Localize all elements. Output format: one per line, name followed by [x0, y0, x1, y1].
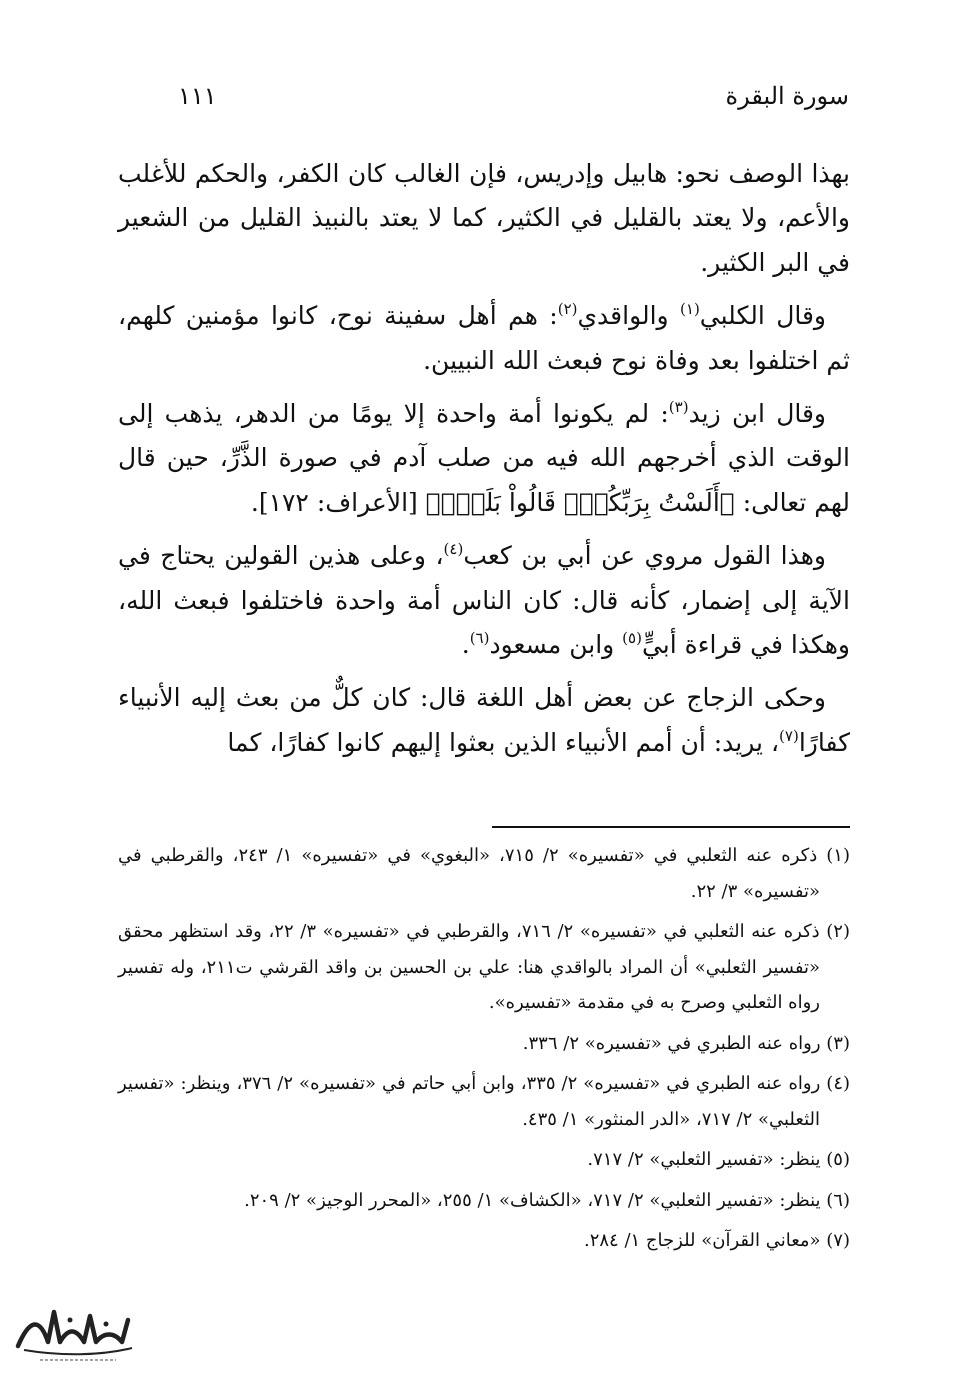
footnote-ref-6[interactable]: (٦): [469, 629, 490, 648]
footnote-ref-2[interactable]: (٢): [557, 300, 578, 319]
footnote-ref-1[interactable]: (١): [680, 300, 700, 319]
text-run: : هم أهل سفينة نوح، كانوا مؤمنين كلهم، ثم اختلفوا بعد وفاة نوح فبعث الله النبيين.: [118, 301, 850, 375]
surah-title: سورة البقرة: [725, 82, 849, 110]
footnotes: [118, 838, 850, 1264]
page-header: [118, 82, 857, 122]
text-run: وهذا القول مروي عن أبي بن كعب: [463, 541, 827, 571]
footnote-7: (٧) «معاني القرآن» للزجاج ١/ ٢٨٤.: [583, 1230, 850, 1251]
text-run: ، يريد: أن أمم الأنبياء الذين بعثوا إليهم كانوا كفارًا، كما: [227, 727, 780, 757]
text-run: والواقدي: [577, 301, 681, 331]
footnote-4: (٤) رواه عنه الطبري في «تفسيره» ٢/ ٣٣٥، وابن أبي حاتم في «تفسيره» ٢/ ٣٧٦، وينظر: «تفسير الثعلبي» ٢/ ٧١٧، «الدر المنثور» ١/ ٤٣٥.: [118, 1073, 851, 1130]
page-number: ١١١: [178, 82, 217, 110]
footnote-6: (٦) ينظر: «تفسير الثعلبي» ٢/ ٧١٧، «الكشاف» ١/ ٢٥٥، «المحرر الوجيز» ٢/ ٢٠٩.: [244, 1189, 850, 1211]
paragraph-4: [118, 534, 850, 667]
publisher-logo: [10, 1298, 140, 1368]
text-run: وابن مسعود: [489, 630, 623, 660]
footnote-ref-7[interactable]: (٧): [779, 726, 799, 745]
text-run: وحكى الزجاج عن بعض أهل اللغة قال: كان كلٌّ من بعث إليه الأنبياء كفارًا: [118, 683, 850, 757]
text-run: .: [461, 630, 470, 660]
text-run: وقال ابن زيد: [688, 399, 826, 429]
paragraph-1: [118, 152, 850, 285]
verse-citation: [الأعراف: ١٧٢].: [250, 487, 426, 517]
footnote-ref-4[interactable]: (٤): [443, 540, 464, 559]
footnote-3: (٣) رواه عنه الطبري في «تفسيره» ٢/ ٣٣٦.: [522, 1032, 850, 1054]
footnote-ref-5[interactable]: (٥): [622, 629, 642, 648]
footnote-1: (١) ذكره عنه الثعلبي في «تفسيره» ٢/ ٧١٥، «البغوي» في «تفسيره» ١/ ٢٤٣، والقرطبي في «تفسيره» ٣/ ٢٢.: [118, 845, 850, 902]
text-run: ، وعلى هذين القولين يحتاج في الآية إلى إضمار، كأنه قال: كان الناس أمة واحدة فاختلفوا فبعث الله، وهكذا في قراءة أبيٍّ: [118, 541, 850, 660]
footnote-divider: [492, 826, 850, 828]
text-run: : لم يكونوا أمة واحدة إلا يومًا من الدهر، يذهب إلى الوقت الذي أخرجهم الله فيه من صلب آدم في صورة الذَّرِّ، حين قال لهم تعالى:: [118, 399, 850, 517]
paragraph-2: [118, 294, 850, 383]
paragraph-text: بهذا الوصف نحو: هابيل وإدريس، فإن الغالب كان الكفر، والحكم للأغلب والأعم، ولا يعتد بالقليل في الكثير، كما لا يعتد بالنبيذ القليل من الشعير في البر الكثير.: [118, 159, 850, 277]
footnote-2: (٢) ذكره عنه الثعلبي في «تفسيره» ٢/ ٧١٦، والقرطبي في «تفسيره» ٣/ ٢٢، وقد استظهر محقق «تفسير الثعلبي» أن المراد بالواقدي هنا: علي بن الحسين بن واقد القرشي ت٢١١، وله تفسير رواه الثعلبي وصرح به في مقدمة «تفسيره».: [118, 921, 850, 1013]
footnote-ref-3[interactable]: (٣): [668, 398, 689, 417]
main-text: [118, 152, 850, 774]
paragraph-3: [118, 392, 850, 525]
paragraph-5: [118, 676, 850, 765]
footnote-5: (٥) ينظر: «تفسير الثعلبي» ٢/ ٧١٧.: [587, 1149, 850, 1170]
quran-verse: ﴿أَلَسْتُ بِرَبِّكُمْۖ قَالُواْ بَلَىٰۛ﴾: [425, 487, 735, 517]
text-run: وقال الكلبي: [699, 301, 827, 331]
